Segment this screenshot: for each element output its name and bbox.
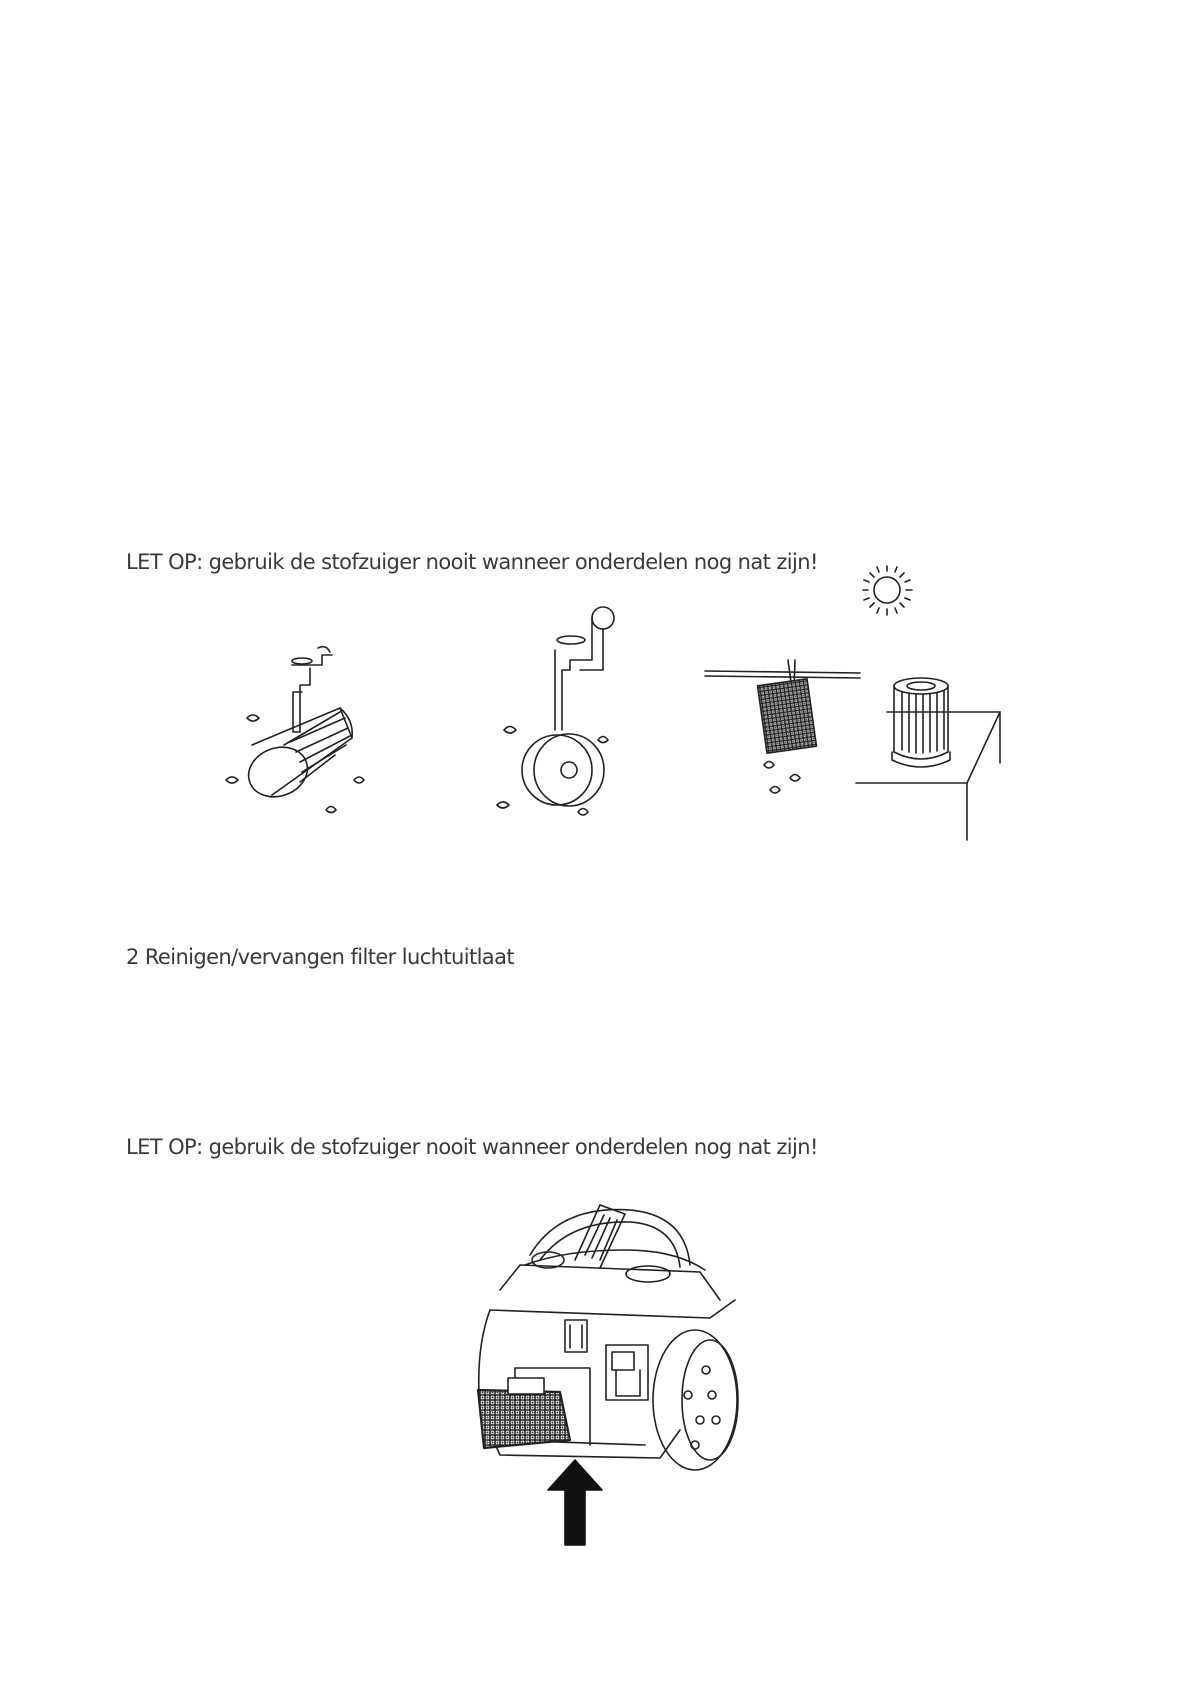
arrow-up-icon xyxy=(548,1460,602,1545)
faucet-cone-filter-illustration xyxy=(226,647,364,813)
section-heading-exhaust-filter: 2 Reinigen/vervangen filter luchtuitlaat xyxy=(126,945,514,969)
warning-note-1: LET OP: gebruik de stofzuiger nooit wanneer onderdelen nog nat zijn! xyxy=(126,550,818,574)
warning-note-2: LET OP: gebruik de stofzuiger nooit wanneer onderdelen nog nat zijn! xyxy=(126,1135,818,1159)
vacuum-filter-insert-illustration xyxy=(478,1205,738,1545)
faucet-sponge-illustration xyxy=(497,607,614,815)
sun-icon xyxy=(863,566,912,615)
drying-filters-illustration xyxy=(705,566,1000,840)
